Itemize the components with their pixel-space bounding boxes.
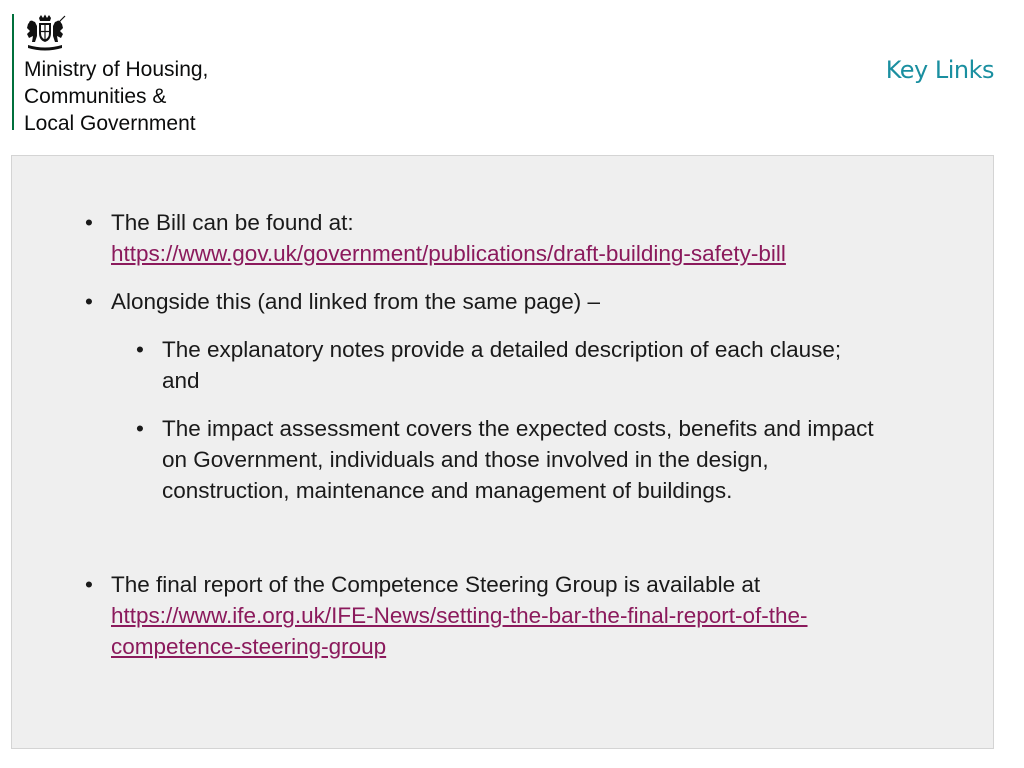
alongside-text: Alongside this (and linked from the same page) –	[111, 289, 601, 314]
bullet-point: •	[85, 289, 93, 314]
royal-coat-of-arms-icon	[22, 14, 68, 52]
bullet-bill	[85, 207, 786, 269]
report-intro-text: The final report of the Competence Steering Group is available at	[111, 572, 761, 597]
slide-title: Key Links	[885, 56, 994, 84]
report-link-line-1[interactable]: https://www.ife.org.uk/IFE-News/setting-the-bar-the-final-report-of-the-	[111, 603, 808, 628]
explanatory-text-line-2: and	[162, 368, 200, 393]
bullet-point: •	[136, 416, 144, 441]
content-panel	[11, 155, 994, 749]
bullet-point: •	[85, 210, 93, 235]
impact-text-line-3: construction, maintenance and management of buildings.	[162, 478, 733, 503]
bullet-competence-report	[85, 569, 808, 662]
explanatory-text-line-1: The explanatory notes provide a detailed description of each clause;	[162, 337, 842, 362]
sub-bullet-explanatory-notes	[136, 334, 842, 396]
org-name-line-1: Ministry of Housing,	[24, 58, 209, 81]
report-link-line-2[interactable]: competence-steering-group	[111, 634, 387, 659]
bill-link[interactable]: https://www.gov.uk/government/publications/draft-building-safety-bill	[111, 241, 786, 266]
organisation-name	[24, 56, 208, 137]
bullet-point: •	[85, 572, 93, 597]
org-name-line-3: Local Government	[24, 112, 196, 135]
sub-bullet-impact-assessment	[136, 413, 874, 506]
impact-text-line-1: The impact assessment covers the expected costs, benefits and impact	[162, 416, 874, 441]
org-name-line-2: Communities &	[24, 85, 167, 108]
bullet-alongside	[85, 286, 601, 317]
mhclg-logo	[12, 14, 252, 135]
bullet-point: •	[136, 337, 144, 362]
impact-text-line-2: on Government, individuals and those involved in the design,	[162, 447, 769, 472]
logo-green-bar	[12, 14, 14, 130]
bill-intro-text: The Bill can be found at:	[111, 210, 354, 235]
